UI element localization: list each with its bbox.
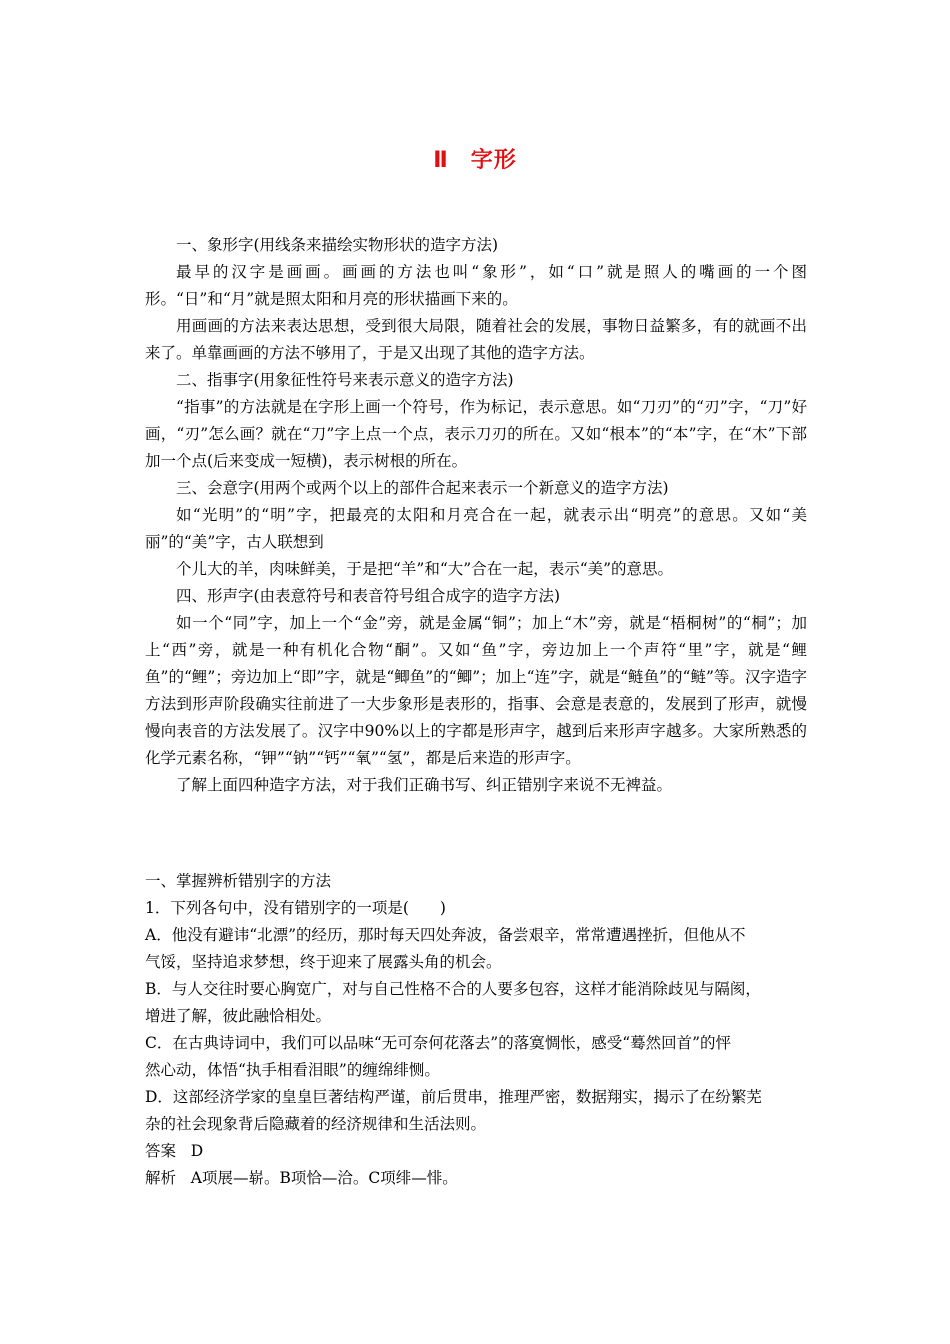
answer-label: 答案 <box>145 1142 177 1160</box>
answer-value: D <box>190 1142 204 1160</box>
heading-ideogram: 三、会意字(用两个或两个以上的部件合起来表示一个新意义的造字方法) <box>176 479 669 497</box>
paragraph: 如“光明”的“明”字，把最亮的太阳和月亮合在一起，就表示出“明亮”的意思。又如“美丽”的“美”字，古人联想到 <box>145 506 807 551</box>
analysis-line <box>145 1165 807 1192</box>
option-a <box>145 922 807 976</box>
paragraph: 了解上面四种造字方法，对于我们正确书写、纠正错别字来说不无裨益。 <box>176 776 673 794</box>
option-d <box>145 1084 807 1138</box>
paragraph: 个儿大的羊，肉味鲜美，于是把“羊”和“大”合在一起，表示“美”的意思。 <box>176 560 674 578</box>
option-line: 气馁，坚持追求梦想，终于迎来了展露头角的机会。 <box>145 953 502 971</box>
option-line: B．与人交往时要心胸宽广，对与自己性格不合的人要多包容，这样才能消除歧见与隔阂， <box>145 980 761 998</box>
option-line: A．他没有避讳“北漂”的经历，那时每天四处奔波，备尝艰辛，常常遭遇挫折，但他从不 <box>145 926 746 944</box>
option-line: 然心动，体悟“执手相看泪眼”的缠绵绯恻。 <box>145 1061 440 1079</box>
reading-section <box>145 232 807 799</box>
heading-phono-semantic: 四、形声字(由表意符号和表音符号组合成字的造字方法) <box>176 587 561 605</box>
paragraph: 如一个“同”字，加上一个“金”旁，就是金属“铜”；加上“木”旁，就是“梧桐树”的“桐”；加上“西”旁，就是一种有机化合物“酮”。又如“鱼”字，旁边加上一个声符“里”字，就是“鲤鱼”的“鲤”；旁边加上“即”字，就是“鲫鱼”的“鲫”；加上“连”字，就是“鲢鱼”的“鲢”等。汉字造字方法到形声阶段确实往前进了一大步象形是表形的，指事、会意是表意的，发展到了形声，就慢慢向表音的方法发展了。汉字中90%以上的字都是形声字，越到后来形声字越多。大家所熟悉的化学元素名称，“钾”“钠”“钙”“氧”“氢”，都是后来造的形声字。 <box>145 614 807 767</box>
heading-indicative: 二、指事字(用象征性符号来表示意义的造字方法) <box>176 371 514 389</box>
paragraph: “指事”的方法就是在字形上画一个符号，作为标记，表示意思。如“刀刃”的“刃”字，“刀”好画，“刃”怎么画？就在“刀”字上点一个点，表示刀刃的所在。又如“根本”的“本”字，在“木”下部加一个点(后来变成一短横)，表示树根的所在。 <box>145 398 807 470</box>
option-line: D．这部经济学家的皇皇巨著结构严谨，前后贯串，推理严密，数据翔实，揭示了在纷繁芜 <box>145 1088 762 1106</box>
page-title <box>0 143 950 174</box>
title-numeral: Ⅱ <box>433 148 449 173</box>
paragraph: 最早的汉字是画画。画画的方法也叫“象形”，如“口”就是照人的嘴画的一个图形。“日”和“月”就是照太阳和月亮的形状描画下来的。 <box>145 263 807 308</box>
exercise-section <box>145 868 807 1192</box>
paragraph: 用画画的方法来表达思想，受到很大局限，随着社会的发展，事物日益繁多，有的就画不出来了。单靠画画的方法不够用了，于是又出现了其他的造字方法。 <box>145 317 807 362</box>
title-text: 字形 <box>470 148 517 173</box>
exercise-heading: 一、掌握辨析错别字的方法 <box>145 872 332 890</box>
option-line: 杂的社会现象背后隐藏着的经济规律和生活法则。 <box>145 1115 487 1133</box>
option-c <box>145 1030 807 1084</box>
answer-line <box>145 1138 807 1165</box>
analysis-label: 解析 <box>145 1169 177 1187</box>
analysis-value: A项展—崭。B项恰—洽。C项绯—悱。 <box>190 1169 458 1187</box>
option-line: 增进了解，彼此融恰相处。 <box>145 1007 332 1025</box>
question-text: 1．下列各句中，没有错别字的一项是( ) <box>145 899 446 917</box>
option-b <box>145 976 807 1030</box>
heading-pictograph: 一、象形字(用线条来描绘实物形状的造字方法) <box>176 236 499 254</box>
option-line: C．在古典诗词中，我们可以品味“无可奈何花落去”的落寞惆怅，感受“蓦然回首”的怦 <box>145 1034 732 1052</box>
